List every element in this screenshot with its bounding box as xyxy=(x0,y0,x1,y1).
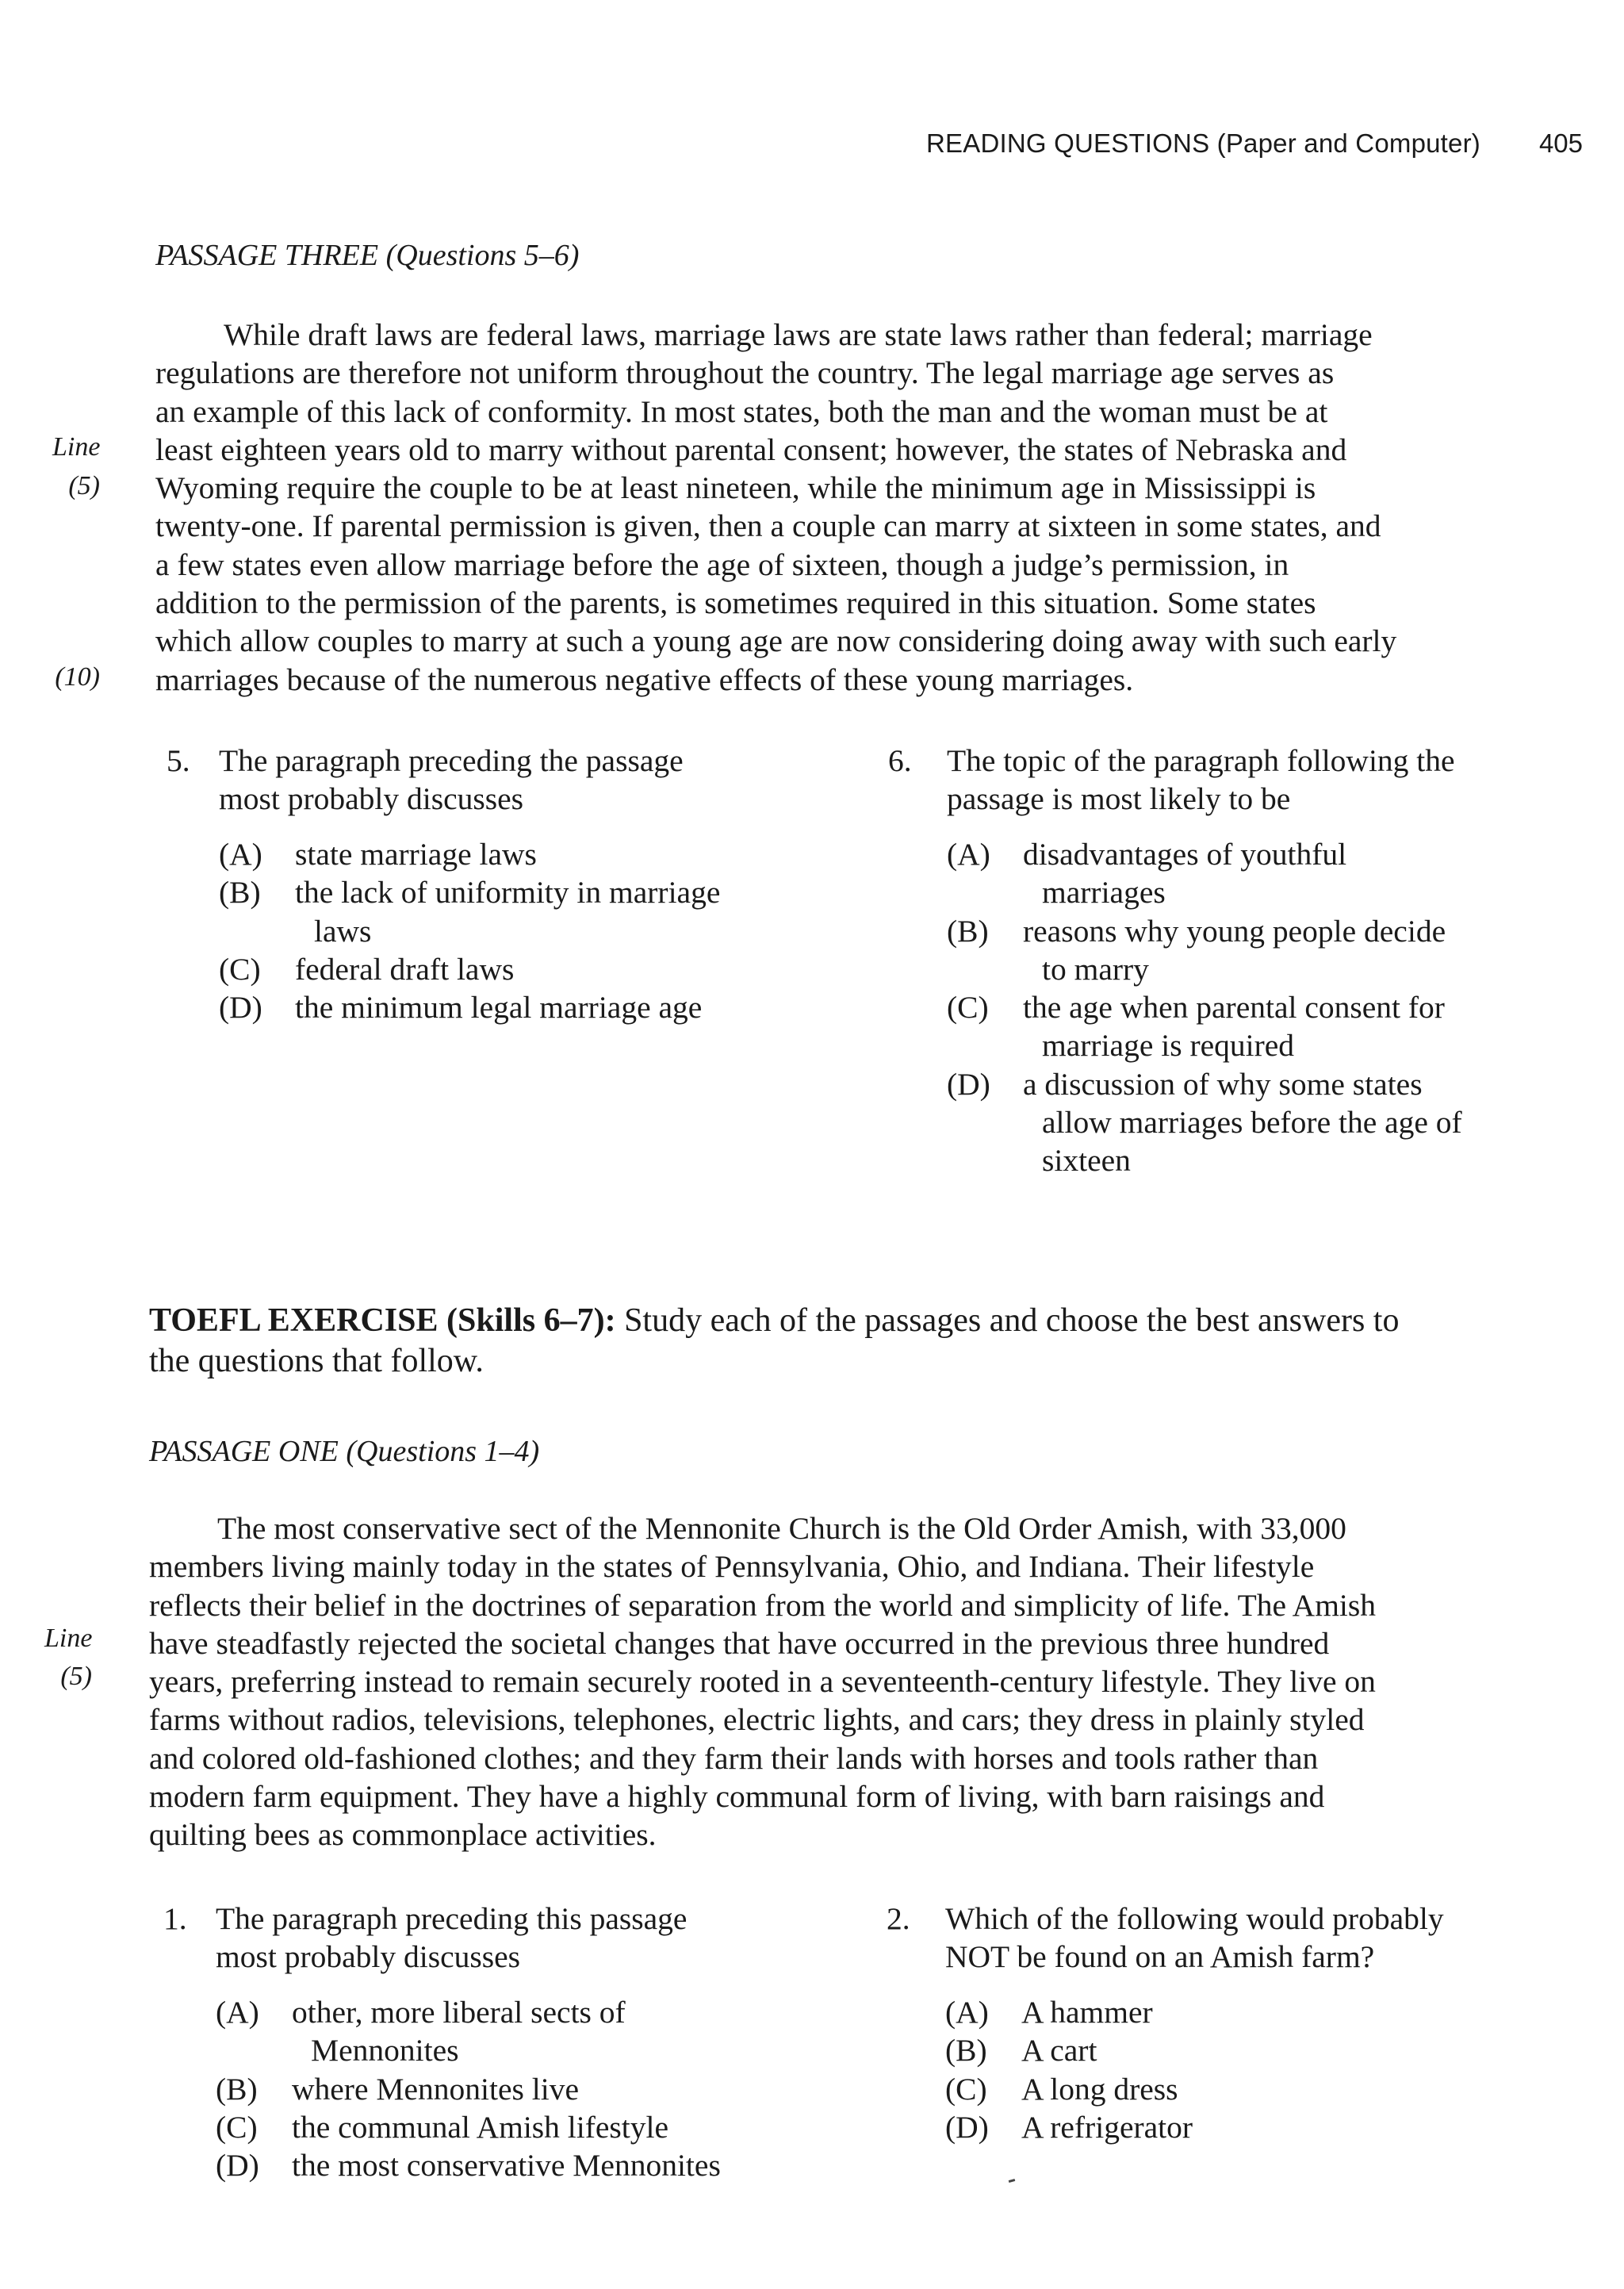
question-6 xyxy=(888,742,1602,1202)
passage-line: an example of this lack of conformity. In most states, both the man and the woman must be at xyxy=(155,393,1328,429)
option-text: the minimum legal marriage age xyxy=(295,990,703,1026)
stray-ink-mark xyxy=(1009,2179,1016,2183)
option-letter: (B) xyxy=(216,2071,258,2107)
passage-line: quilting bees as commonplace activities. xyxy=(149,1817,657,1853)
exercise-instruction: the questions that follow. xyxy=(149,1343,484,1379)
line-label: Line xyxy=(52,432,101,462)
option-text: allow marriages before the age of xyxy=(1042,1105,1462,1141)
passage-line: modern farm equipment. They have a highly communal form of living, with barn raisings and xyxy=(149,1779,1325,1815)
passage-three-body xyxy=(155,316,1396,699)
page-number: 405 xyxy=(1538,128,1583,158)
option-letter: (A) xyxy=(219,837,262,872)
question-stem-line: The paragraph preceding the passage xyxy=(219,743,684,778)
option-letter: (B) xyxy=(947,913,989,949)
question-stem xyxy=(216,1900,687,1977)
line-number-5: (5) xyxy=(60,1662,92,1691)
option-text: marriages xyxy=(1042,875,1166,911)
exercise-instruction: Study each of the passages and choose the best answers to xyxy=(624,1302,1400,1339)
option-letter: (B) xyxy=(219,875,261,911)
question-number: 1. xyxy=(163,1901,187,1936)
passage-line: and colored old-fashioned clothes; and they farm their lands with horses and tools rather than xyxy=(149,1740,1319,1776)
passage-line: reflects their belief in the doctrines of separation from the world and simplicity of life. The Amish xyxy=(149,1587,1377,1623)
option-text: Mennonites xyxy=(311,2033,459,2069)
line-number-5: (5) xyxy=(68,471,100,500)
option-letter: (D) xyxy=(945,2109,989,2145)
question-2 xyxy=(887,1900,1600,2161)
passage-line: marriages because of the numerous negative effects of these young marriages. xyxy=(155,661,1134,697)
running-header-title: READING QUESTIONS (Paper and Computer) xyxy=(926,128,1480,158)
option-letter: (D) xyxy=(947,1066,990,1102)
option-text: where Mennonites live xyxy=(292,2071,579,2107)
option-text: state marriage laws xyxy=(295,837,537,872)
option-letter: (A) xyxy=(216,1995,259,2030)
passage-line: members living mainly today in the states of Pennsylvania, Ohio, and Indiana. Their lifestyle xyxy=(149,1549,1315,1585)
question-number: 5. xyxy=(167,743,190,778)
passage-line: The most conservative sect of the Mennonite Church is the Old Order Amish, with 33,000 xyxy=(217,1511,1346,1546)
option-text: A cart xyxy=(1021,2033,1097,2069)
question-stem-line: passage is most likely to be xyxy=(947,781,1291,817)
passage-line: While draft laws are federal laws, marriage laws are state laws rather than federal; marriage xyxy=(224,317,1373,352)
question-stem-line: NOT be found on an Amish farm? xyxy=(945,1939,1375,1975)
option-letter: (D) xyxy=(216,2148,259,2184)
question-number: 2. xyxy=(887,1901,910,1936)
question-stem xyxy=(219,742,684,819)
passage-line: least eighteen years old to marry without parental consent; however, the states of Nebraska and xyxy=(155,431,1347,467)
exercise-title: TOEFL EXERCISE (Skills 6–7): xyxy=(149,1302,616,1339)
option-letter: (A) xyxy=(947,837,990,872)
exercise-instructions xyxy=(149,1301,1399,1382)
option-letter: (A) xyxy=(945,1995,989,2030)
passage-line: regulations are therefore not uniform throughout the country. The legal marriage age serves as xyxy=(155,355,1335,391)
option-text: a discussion of why some states xyxy=(1023,1066,1423,1102)
option-text: other, more liberal sects of xyxy=(292,1995,626,2030)
option-text: disadvantages of youthful xyxy=(1023,837,1347,872)
passage-line: have steadfastly rejected the societal changes that have occurred in the previous three hundred xyxy=(149,1625,1330,1661)
option-text: the most conservative Mennonites xyxy=(292,2148,721,2184)
option-text: laws xyxy=(314,913,372,949)
line-number-10: (10) xyxy=(55,662,100,692)
option-letter: (D) xyxy=(219,990,262,1026)
question-number: 6. xyxy=(888,743,912,778)
option-text: sixteen xyxy=(1042,1143,1131,1179)
option-text: A refrigerator xyxy=(1021,2109,1193,2145)
question-5 xyxy=(167,742,880,1075)
option-letter: (C) xyxy=(947,990,989,1026)
question-stem-line: most probably discusses xyxy=(219,781,524,817)
passage-line: farms without radios, televisions, telephones, electric lights, and cars; they dress in plainly styled xyxy=(149,1702,1365,1738)
question-stem xyxy=(947,742,1455,819)
option-text: federal draft laws xyxy=(295,951,515,987)
passage-line: a few states even allow marriage before the age of sixteen, though a judge’s permission, in xyxy=(155,546,1289,582)
option-text: marriage is required xyxy=(1042,1028,1295,1064)
passage-one-body xyxy=(149,1509,1376,1854)
passage-three-heading: PASSAGE THREE (Questions 5–6) xyxy=(155,239,580,272)
passage-line: Wyoming require the couple to be at least nineteen, while the minimum age in Mississippi is xyxy=(155,470,1316,506)
option-letter: (B) xyxy=(945,2033,987,2069)
option-letter: (C) xyxy=(216,2109,258,2145)
option-text: A long dress xyxy=(1021,2071,1178,2107)
question-stem-line: Which of the following would probably xyxy=(945,1901,1444,1936)
option-letter: (C) xyxy=(945,2071,987,2107)
question-1 xyxy=(163,1900,877,2201)
question-stem-line: The topic of the paragraph following the xyxy=(947,743,1455,778)
running-header xyxy=(872,128,1586,167)
passage-one-heading: PASSAGE ONE (Questions 1–4) xyxy=(149,1435,540,1468)
question-stem-line: most probably discusses xyxy=(216,1939,521,1975)
option-text: the lack of uniformity in marriage xyxy=(295,875,721,911)
passage-line: twenty-one. If parental permission is given, then a couple can marry at sixteen in some states, and xyxy=(155,508,1381,544)
option-letter: (C) xyxy=(219,951,261,987)
option-text: the communal Amish lifestyle xyxy=(292,2109,669,2145)
passage-line: years, preferring instead to remain securely rooted in a seventeenth-century lifestyle. They live on xyxy=(149,1664,1376,1700)
option-text: to marry xyxy=(1042,951,1149,987)
passage-line: which allow couples to marry at such a young age are now considering doing away with such early xyxy=(155,623,1397,659)
question-stem-line: The paragraph preceding this passage xyxy=(216,1901,688,1936)
option-text: reasons why young people decide xyxy=(1023,913,1446,949)
line-label: Line xyxy=(44,1624,93,1653)
passage-line: addition to the permission of the parents, is sometimes required in this situation. Some states xyxy=(155,585,1316,621)
option-text: A hammer xyxy=(1021,1995,1153,2030)
question-stem xyxy=(945,1900,1444,1977)
option-text: the age when parental consent for xyxy=(1023,990,1445,1026)
